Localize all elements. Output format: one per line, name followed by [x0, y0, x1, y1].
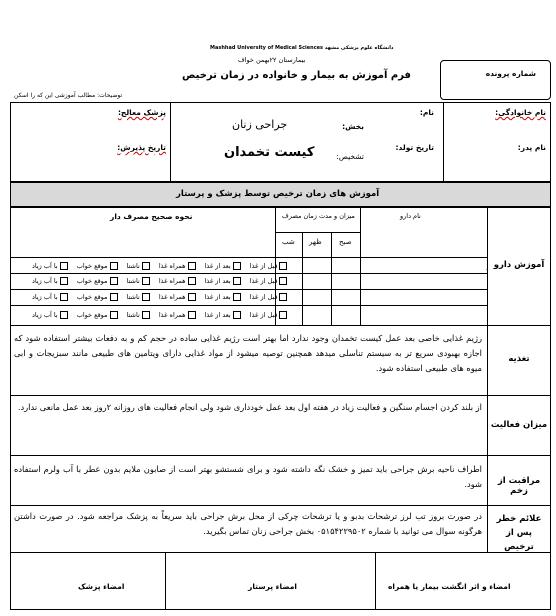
scan-note: توضیحات: مطالب آموزشی این که را اسکن: [14, 92, 123, 99]
red-mark: ـ: [486, 265, 488, 272]
danger-signs-text: در صورت بروز تب لرز ترشحات بدبو و یا ترشحات چرکی از محل برش جراحی باید سریعاً به پزشک مراجعه شود. در صورت داشتن هرگونه سوال می توانید با شماره ۰۵۱۵۴۲۲۹۵۰۲ بخش جراحی زنان تماس بگیرید.: [14, 511, 482, 536]
morning-header: صبح: [339, 238, 352, 246]
checkbox[interactable]: [142, 262, 150, 270]
med-options-row: قبل از غذا بعد از غذا همراه غذا ناشتا موقع خواب با آب زیاد: [25, 311, 287, 319]
ward-value: جراحی زنان: [232, 118, 288, 131]
patient-info-frame: [10, 102, 551, 182]
checkbox[interactable]: [60, 262, 68, 270]
med-options-row: قبل از غذا بعد از غذا همراه غذا ناشتا موقع خواب با آب زیاد: [25, 262, 287, 270]
usage-header: نحوه صحیح مصرف دار: [110, 212, 193, 221]
file-number-box[interactable]: [440, 60, 551, 100]
checkbox[interactable]: [60, 293, 68, 301]
dose-time-header: میزان و مدت زمان مصرف: [282, 212, 355, 220]
birth-date-label: تاریخ تولد:: [395, 143, 434, 152]
nutrition-label: تغذیه: [508, 354, 530, 364]
wound-care-text: اطراف ناحیه برش جراحی باید تمیز و خشک نگه داشته شود و برای شستشو بهتر است از صابون ملایم بدون عطر با آب ولرم استفاده شود.: [14, 464, 482, 489]
ward-label: بخش:: [342, 122, 364, 131]
discharge-section-title: آموزش های زمان ترخیص توسط پزشک و پرستار: [176, 189, 380, 199]
doctor-signature[interactable]: امضاء پزشک: [78, 582, 125, 591]
checkbox[interactable]: [60, 277, 68, 285]
hospital-name: بیمارستان ۲۲بهمن خواف: [238, 56, 306, 64]
checkbox[interactable]: [110, 277, 118, 285]
noon-header: ظهر: [309, 238, 322, 246]
danger-signs-label: علائم خطر پس از ترخیص: [496, 514, 542, 552]
activity-text: از بلند کردن اجسام سنگین و فعالیت زیاد در هفته اول بعد عمل خودداری شود ولی انجام فعالیت های روزانه ۲روز بعد عمل مانعی ندارد.: [17, 402, 482, 412]
checkbox[interactable]: [110, 262, 118, 270]
checkbox[interactable]: [142, 293, 150, 301]
checkbox[interactable]: [110, 293, 118, 301]
checkbox[interactable]: [142, 277, 150, 285]
first-name-label: نام:: [419, 108, 434, 117]
checkbox[interactable]: [110, 311, 118, 319]
checkbox[interactable]: [142, 311, 150, 319]
checkbox[interactable]: [188, 311, 196, 319]
admission-date-label: تاریخ پذیرش:: [117, 143, 166, 152]
form-title: فرم آموزش به بیمار و خانواده در زمان ترخیص: [182, 70, 411, 81]
checkbox[interactable]: [233, 262, 241, 270]
night-header: شب: [282, 238, 295, 246]
father-name-label: نام پدر:: [517, 143, 546, 152]
checkbox[interactable]: [279, 293, 287, 301]
nutrition-text: رژیم غذایی خاصی بعد عمل کیست تخمدان وجود ندارد اما بهتر است رژیم غذایی ساده در حجم کم و به دفعات بیشتر استفاده شود که اجازه بهبودی سریع تر به سیستم تناسلی میدهد همچنین توصیه میشود از مواد غذایی دارای ویتامین های طبیعی مانند سبزیجات و ابی میوه های طبیعی استفاده شود.: [14, 333, 482, 373]
checkbox[interactable]: [60, 311, 68, 319]
checkbox[interactable]: [233, 277, 241, 285]
med-options-row: قبل از غذا بعد از غذا همراه غذا ناشتا موقع خواب با آب زیاد: [25, 277, 287, 285]
patient-signature[interactable]: امضاء و اثر انگشت بیمار یا همراه: [388, 582, 511, 591]
med-options-row: قبل از غذا بعد از غذا همراه غذا ناشتا موقع خواب با آب زیاد: [25, 293, 287, 301]
medication-label: آموزش دارو: [493, 260, 545, 270]
checkbox[interactable]: [279, 262, 287, 270]
checkbox[interactable]: [188, 293, 196, 301]
checkbox[interactable]: [279, 311, 287, 319]
diagnosis-label: تشخیص:: [336, 152, 364, 161]
university-name: دانشگاه علوم پزشکی مشهد Mashhad University of Medical Sciences: [210, 45, 394, 51]
checkbox[interactable]: [188, 262, 196, 270]
checkbox[interactable]: [279, 277, 287, 285]
checkbox[interactable]: [188, 277, 196, 285]
file-number-label: شماره پرونده: [485, 69, 536, 78]
wound-care-label: مراقبت از زخم: [497, 476, 541, 496]
checkbox[interactable]: [233, 311, 241, 319]
doctor-label: پزشک معالج:: [117, 108, 166, 117]
drug-name-header: نام دارو: [400, 212, 421, 220]
checkbox[interactable]: [233, 293, 241, 301]
diagnosis-value: کیست تخمدان: [224, 145, 315, 160]
last-name-label: نام خانوادگی:: [495, 108, 546, 117]
activity-label: میزان فعالیت: [490, 420, 548, 430]
nurse-signature[interactable]: امضاء پرستار: [248, 582, 297, 591]
